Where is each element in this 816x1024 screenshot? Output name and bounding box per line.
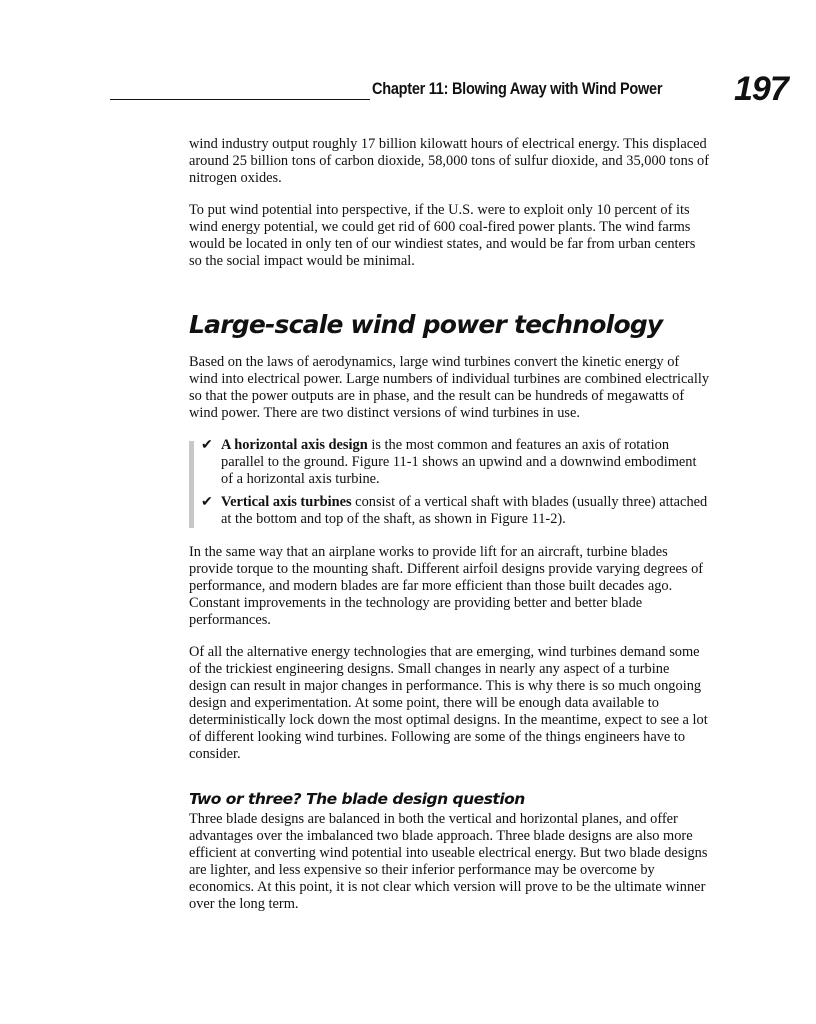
- bullet-text: consist of a vertical shaft with blades (usually three) attached at the bottom and top of the shaft, as shown in Figure 11-2).: [221, 494, 708, 527]
- bullet-term: A horizontal axis design: [221, 437, 368, 453]
- subsection-paragraph-1: Three blade designs are balanced in both the vertical and horizontal planes, and offer advantages over the imbalanced two blade approach. Three blade designs are also more efficient at converting wind potential into useable electrical energy. But two blade designs are lighter, and less expensive so their inferior performance may be overcome by economics. At this point, it is not clear which version will prove to be the ultimate winner over the long term.: [189, 811, 708, 912]
- bullet-item-horizontal: [201, 437, 709, 488]
- header-rule: [110, 99, 370, 100]
- bullet-list: [189, 437, 709, 528]
- bullet-item-vertical: [201, 494, 709, 528]
- page-number: 197: [734, 70, 788, 108]
- page-body: [189, 136, 709, 913]
- section-paragraph-2: In the same way that an airplane works to provide lift for an aircraft, turbine blades provide torque to the mounting shaft. Different airfoil designs provide varying degrees of performance, and modern blades are far more efficient than those built decades ago. Constant improvements in the technology are providing better and better blade performances.: [189, 544, 704, 628]
- section-paragraph-1: Based on the laws of aerodynamics, large wind turbines convert the kinetic energy of wind into electrical power. Large numbers of individual turbines are combined electrically so that the power outputs are in phase, and the result can be hundreds of megawatts of wind power. There are two distinct versions of wind turbines in use.: [189, 354, 710, 421]
- intro-paragraph-1: wind industry output roughly 17 billion kilowatt hours of electrical energy. This displaced around 25 billion tons of carbon dioxide, 58,000 tons of sulfur dioxide, and 35,000 tons of nitrogen oxides.: [189, 136, 710, 186]
- section-paragraph-3: Of all the alternative energy technologies that are emerging, wind turbines demand some of the trickiest engineering designs. Small changes in nearly any aspect of a turbine design can result in major changes in performance. This is why there is so much ongoing design and experimentation. At some point, there will be enough data available to deterministically lock down the most optimal designs. In the meantime, expect to see a lot of different looking wind turbines. Following are some of the things engineers have to consider.: [189, 644, 708, 762]
- bullet-list-bar: [189, 441, 194, 528]
- checkmark-icon: ✔: [201, 438, 213, 453]
- checkmark-icon: ✔: [201, 495, 213, 510]
- section-heading: Large-scale wind power technology: [189, 310, 663, 339]
- bullet-text: is the most common and features an axis of rotation parallel to the ground. Figure 11-1 shows an upwind and a downwind embodiment of a horizontal axis turbine.: [221, 437, 697, 487]
- intro-paragraph-2: To put wind potential into perspective, if the U.S. were to exploit only 10 percent of its wind energy potential, we could get rid of 600 coal-fired power plants. The wind farms would be located in only ten of our windiest states, and would be far from urban centers so the social impact would be minimal.: [189, 202, 696, 269]
- bullet-term: Vertical axis turbines: [221, 494, 352, 510]
- subsection-heading: Two or three? The blade design question: [189, 790, 525, 808]
- running-head: Chapter 11: Blowing Away with Wind Power: [372, 80, 663, 98]
